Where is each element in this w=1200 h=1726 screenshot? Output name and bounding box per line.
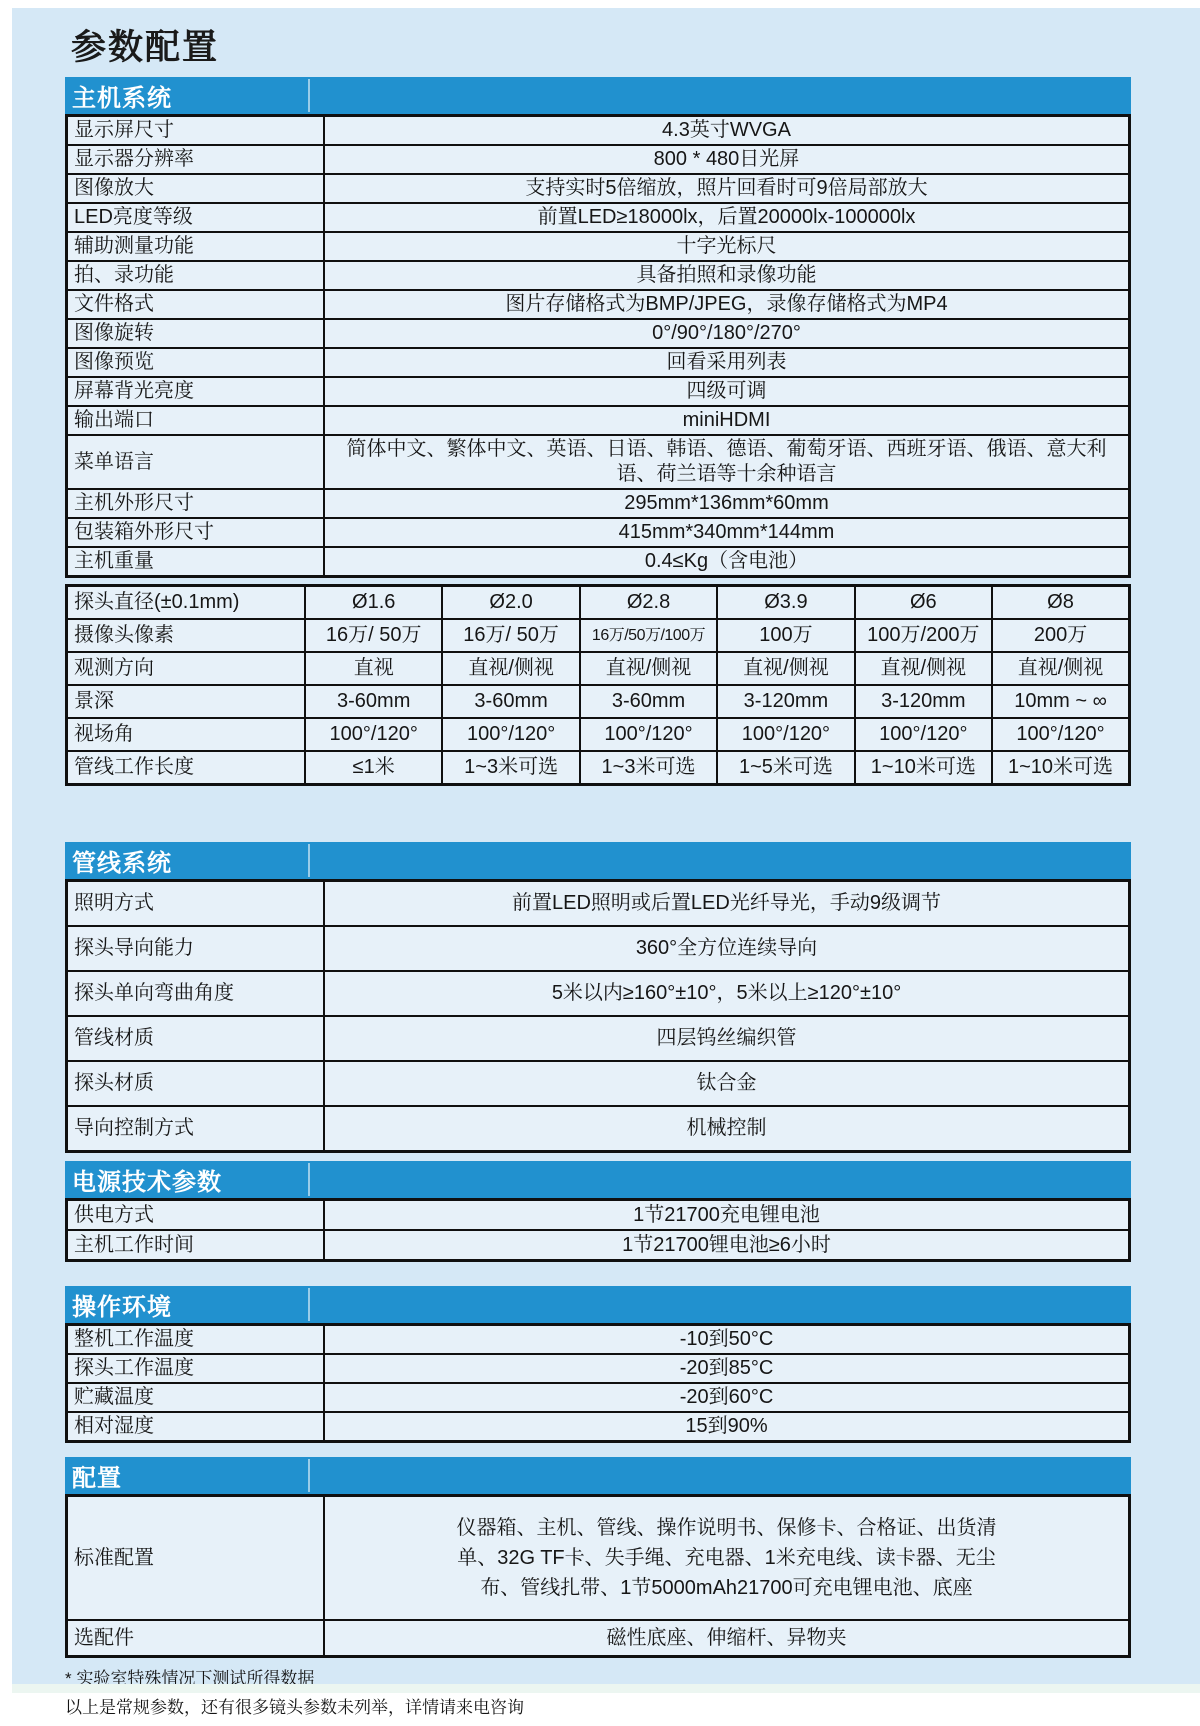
row-label: 导向控制方式 — [67, 1106, 325, 1152]
table-row — [67, 290, 1130, 319]
row-value: Ø2.8 — [580, 586, 717, 620]
configuration-header-bar — [65, 1457, 1131, 1494]
table-row — [67, 489, 1130, 518]
table-row — [67, 1230, 1130, 1261]
row-value: 0°/90°/180°/270° — [324, 319, 1130, 348]
row-value: 简体中文、繁体中文、英语、日语、韩语、德语、葡萄牙语、西班牙语、俄语、意大利语、荷兰语等十余种语言 — [324, 435, 1130, 489]
row-value: 1~3米可选 — [580, 751, 717, 785]
power-header-bar — [65, 1161, 1131, 1198]
row-label: 视场角 — [67, 718, 306, 751]
row-value: 四级可调 — [324, 377, 1130, 406]
row-value: -20到85°C — [324, 1354, 1130, 1383]
table-row — [67, 319, 1130, 348]
footnotes — [65, 1668, 1131, 1720]
environment-header-bar — [65, 1286, 1131, 1323]
section-probe-matrix — [65, 584, 1131, 786]
row-label: 图像预览 — [67, 348, 325, 377]
row-value: 具备拍照和录像功能 — [324, 261, 1130, 290]
row-label: 显示屏尺寸 — [67, 116, 325, 146]
row-value: 10mm ~ ∞ — [992, 685, 1129, 718]
row-label: 摄像头像素 — [67, 619, 306, 652]
row-value: 100°/120° — [855, 718, 992, 751]
host-system-header-bar — [65, 77, 1131, 114]
row-label: 辅助测量功能 — [67, 232, 325, 261]
table-row — [67, 619, 1130, 652]
row-value: ≤1米 — [305, 751, 442, 785]
row-label: 主机外形尺寸 — [67, 489, 325, 518]
table-row — [67, 1106, 1130, 1152]
row-label: 贮藏温度 — [67, 1383, 325, 1412]
table-row — [67, 1200, 1130, 1231]
row-value: 机械控制 — [324, 1106, 1130, 1152]
table-row — [67, 203, 1130, 232]
configuration-header-label: 配置 — [65, 1458, 122, 1493]
table-row — [67, 1496, 1130, 1621]
row-value: -10到50°C — [324, 1325, 1130, 1355]
table-row — [67, 435, 1130, 489]
row-label: 选配件 — [67, 1620, 325, 1657]
row-value: 100万 — [717, 619, 854, 652]
table-row — [67, 232, 1130, 261]
row-value: 1~10米可选 — [992, 751, 1129, 785]
row-value: -20到60°C — [324, 1383, 1130, 1412]
table-row — [67, 261, 1130, 290]
row-value: 1~10米可选 — [855, 751, 992, 785]
row-value: 0.4≤Kg（含电池） — [324, 547, 1130, 577]
row-value: 800 * 480日光屏 — [324, 145, 1130, 174]
table-row — [67, 971, 1130, 1016]
row-label: 包装箱外形尺寸 — [67, 518, 325, 547]
row-value: 1~3米可选 — [442, 751, 579, 785]
row-value: 295mm*136mm*60mm — [324, 489, 1130, 518]
footnote-contact: 以上是常规参数，还有很多镜头参数未列举，详情请来电咨询 — [65, 1697, 1131, 1720]
table-row — [67, 1620, 1130, 1657]
row-value: 16万/ 50万 — [305, 619, 442, 652]
host-system-table — [65, 114, 1131, 578]
row-value: 四层钨丝编织管 — [324, 1016, 1130, 1061]
probe-spec-table — [65, 584, 1131, 786]
row-value: 100°/120° — [580, 718, 717, 751]
row-value: Ø6 — [855, 586, 992, 620]
row-value: 前置LED≥18000lx，后置20000lx-100000lx — [324, 203, 1130, 232]
table-row — [67, 145, 1130, 174]
row-value: 100°/120° — [992, 718, 1129, 751]
row-label: 菜单语言 — [67, 435, 325, 489]
row-label: 探头单向弯曲角度 — [67, 971, 325, 1016]
power-header-label: 电源技术参数 — [65, 1162, 222, 1197]
row-value: 100°/120° — [717, 718, 854, 751]
row-value: 1节21700充电锂电池 — [324, 1200, 1130, 1231]
row-value: Ø2.0 — [442, 586, 579, 620]
row-label: 管线工作长度 — [67, 751, 306, 785]
table-row — [67, 174, 1130, 203]
row-value: 直视 — [305, 652, 442, 685]
section-host-system — [65, 77, 1131, 578]
row-label: 输出端口 — [67, 406, 325, 435]
row-value: 仪器箱、主机、管线、操作说明书、保修卡、合格证、出货清单、32G TF卡、失手绳、充电器、1米充电线、读卡器、无尘布、管线扎带、1节5000mAh21700可充电锂电池、底座 — [324, 1496, 1130, 1621]
row-label: 显示器分辨率 — [67, 145, 325, 174]
row-value: 3-120mm — [855, 685, 992, 718]
row-label: 观测方向 — [67, 652, 306, 685]
table-row — [67, 377, 1130, 406]
row-value: 磁性底座、伸缩杆、异物夹 — [324, 1620, 1130, 1657]
table-row — [67, 1354, 1130, 1383]
row-value: 1~5米可选 — [717, 751, 854, 785]
row-label: 标准配置 — [67, 1496, 325, 1621]
row-value: 图片存储格式为BMP/JPEG，录像存储格式为MP4 — [324, 290, 1130, 319]
row-label: 屏幕背光亮度 — [67, 377, 325, 406]
row-value: 100万/200万 — [855, 619, 992, 652]
row-value: 钛合金 — [324, 1061, 1130, 1106]
row-label: 整机工作温度 — [67, 1325, 325, 1355]
table-row — [67, 348, 1130, 377]
row-value: 回看采用列表 — [324, 348, 1130, 377]
table-row — [67, 718, 1130, 751]
table-row — [67, 881, 1130, 927]
table-row — [67, 547, 1130, 577]
table-row — [67, 518, 1130, 547]
row-value: 3-120mm — [717, 685, 854, 718]
row-value: 3-60mm — [580, 685, 717, 718]
row-label: 主机重量 — [67, 547, 325, 577]
table-row — [67, 1325, 1130, 1355]
pipeline-table — [65, 879, 1131, 1153]
row-label: 管线材质 — [67, 1016, 325, 1061]
table-row — [67, 1016, 1130, 1061]
row-value: 支持实时5倍缩放，照片回看时可9倍局部放大 — [324, 174, 1130, 203]
table-row — [67, 1412, 1130, 1442]
row-value: 3-60mm — [442, 685, 579, 718]
table-row — [67, 586, 1130, 620]
row-label: 拍、录功能 — [67, 261, 325, 290]
row-label: 景深 — [67, 685, 306, 718]
row-label: 探头导向能力 — [67, 926, 325, 971]
row-value: 前置LED照明或后置LED光纤导光，手动9级调节 — [324, 881, 1130, 927]
row-label: 相对湿度 — [67, 1412, 325, 1442]
row-value: 100°/120° — [305, 718, 442, 751]
row-value: 直视/侧视 — [855, 652, 992, 685]
pipeline-header-label: 管线系统 — [65, 843, 172, 878]
page-title: 参数配置 — [71, 8, 1131, 70]
section-pipeline-system — [65, 842, 1131, 1153]
row-value: 直视/侧视 — [580, 652, 717, 685]
row-label: 探头工作温度 — [67, 1354, 325, 1383]
row-value: 1节21700锂电池≥6小时 — [324, 1230, 1130, 1261]
spec-content — [65, 8, 1131, 1726]
power-table — [65, 1198, 1131, 1262]
row-value: 直视/侧视 — [717, 652, 854, 685]
footnote-lab-data: * 实验室特殊情况下测试所得数据 — [65, 1668, 1131, 1691]
row-label: 探头材质 — [67, 1061, 325, 1106]
row-label: LED亮度等级 — [67, 203, 325, 232]
row-value: Ø1.6 — [305, 586, 442, 620]
row-value: 415mm*340mm*144mm — [324, 518, 1130, 547]
table-row — [67, 116, 1130, 146]
table-row — [67, 406, 1130, 435]
table-row — [67, 1383, 1130, 1412]
row-value: miniHDMI — [324, 406, 1130, 435]
environment-header-label: 操作环境 — [65, 1287, 172, 1322]
row-value: 16万/50万/100万 — [580, 619, 717, 652]
row-value: 200万 — [992, 619, 1129, 652]
row-value: 16万/ 50万 — [442, 619, 579, 652]
table-row — [67, 751, 1130, 785]
row-label: 图像旋转 — [67, 319, 325, 348]
bottom-strip — [12, 1684, 1200, 1693]
section-power-parameters — [65, 1161, 1131, 1262]
row-label: 文件格式 — [67, 290, 325, 319]
row-label: 主机工作时间 — [67, 1230, 325, 1261]
environment-table — [65, 1323, 1131, 1443]
row-value: 十字光标尺 — [324, 232, 1130, 261]
row-value: 3-60mm — [305, 685, 442, 718]
section-operating-environment — [65, 1286, 1131, 1443]
row-label: 照明方式 — [67, 881, 325, 927]
table-row — [67, 1061, 1130, 1106]
row-value: 5米以内≥160°±10°，5米以上≥120°±10° — [324, 971, 1130, 1016]
row-label: 供电方式 — [67, 1200, 325, 1231]
configuration-table — [65, 1494, 1131, 1658]
row-value: Ø3.9 — [717, 586, 854, 620]
section-configuration — [65, 1457, 1131, 1658]
pipeline-header-bar — [65, 842, 1131, 879]
row-value: 15到90% — [324, 1412, 1130, 1442]
table-row — [67, 926, 1130, 971]
spec-sheet-page — [12, 8, 1200, 1693]
table-row — [67, 685, 1130, 718]
row-label: 图像放大 — [67, 174, 325, 203]
row-value: 4.3英寸WVGA — [324, 116, 1130, 146]
row-value: 直视/侧视 — [992, 652, 1129, 685]
table-row — [67, 652, 1130, 685]
row-value: 360°全方位连续导向 — [324, 926, 1130, 971]
row-value: Ø8 — [992, 586, 1129, 620]
row-value: 直视/侧视 — [442, 652, 579, 685]
row-value: 100°/120° — [442, 718, 579, 751]
host-system-header-label: 主机系统 — [65, 78, 172, 113]
row-label: 探头直径(±0.1mm) — [67, 586, 306, 620]
